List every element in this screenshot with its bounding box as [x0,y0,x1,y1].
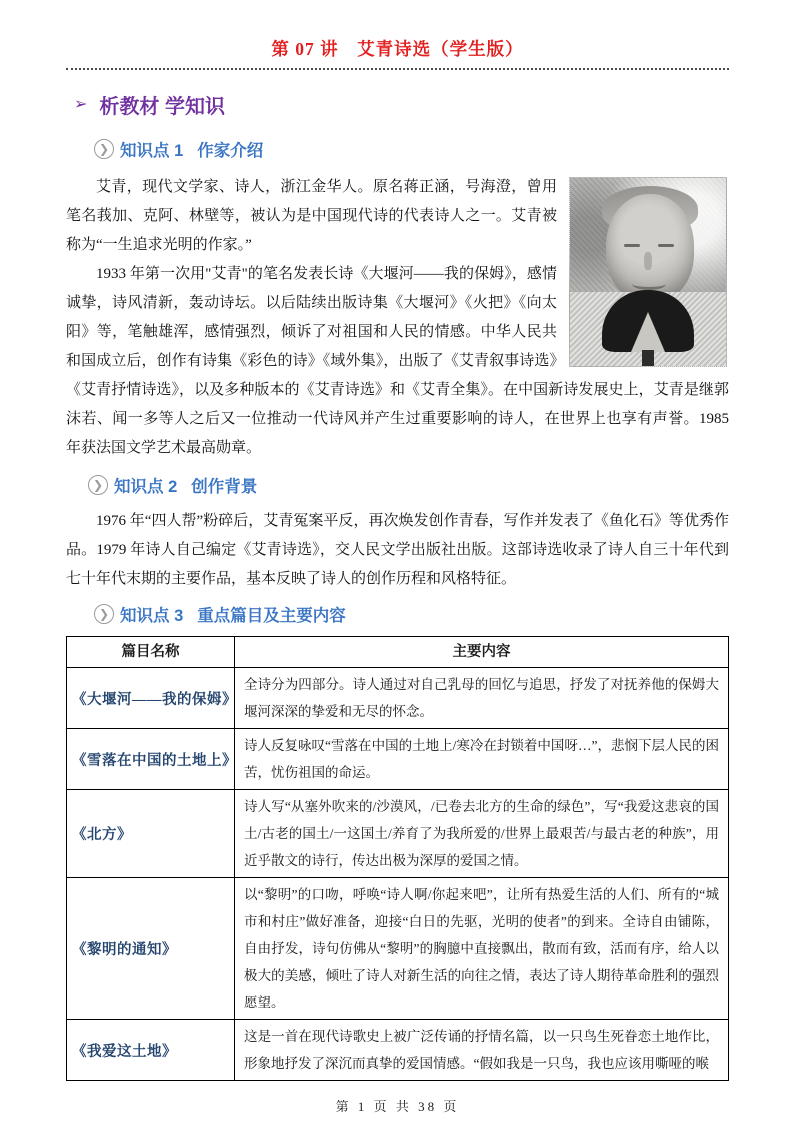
work-title: 《黎明的通知》 [67,878,235,1020]
knowledge-point-1-heading [94,137,729,161]
page-title: 第 07 讲 艾青诗选（学生版） [271,39,524,59]
portrait-mouth [632,278,666,290]
portrait-eye-right [658,244,674,247]
title-divider [66,68,729,70]
knowledge-point-2-title: 创作背景 [191,478,258,496]
section-heading [74,90,729,119]
works-summary-table [66,636,729,1081]
knowledge-point-3-title: 重点篇目及主要内容 [197,607,346,625]
work-summary: 以“黎明”的口吻，呼唤“诗人啊/你起来吧”，让所有热爱生活的人们、所有的“城市和村庄”做好准备，迎接“白日的先驱，光明的使者”的到来。全诗自由铺陈，自由抒发，诗句仿佛从“黎明”的胸臆中直接飘出，散而有致，活而有序，给人以极大的美感，倾吐了诗人对新生活的向往之情，表达了诗人期待革命胜利的强烈愿望。 [235,878,729,1020]
section-title: 析教材 学知识 [99,96,225,118]
knowledge-point-2-label: 知识点 2 [114,478,178,496]
author-intro-paragraph-1: 艾青，现代文学家、诗人，浙江金华人。原名蒋正涵，号海澄，曾用笔名莪加、克阿、林壁等，被认为是中国现代诗的代表诗人之一。艾青被称为“一生追求光明的作家。” [66,179,557,253]
table-row [67,729,729,790]
author-intro-paragraph-2: 1933 年第一次用"艾青"的笔名发表长诗《大堰河——我的保姆》，感情诚挚，诗风清新，轰动诗坛。以后陆续出版诗集《大堰河》《火把》《向太阳》等，笔触雄浑，感情强烈，倾诉了对祖国和人民的情感。中华人民共和国成立后，创作有诗集《彩色的诗》《域外集》，出版了《艾青叙事诗选》《艾青抒情诗选》，以及多种版本的《艾青诗选》和《艾青全集》。在中国新诗发展史上，艾青是继郭沫若、闻一多等人之后又一位推动一代诗风并产生过重要影响的诗人，在世界上也享有声誉。1985 年获法国文学艺术最高勋章。 [66,266,729,456]
portrait-eye-left [624,244,640,247]
table-row [67,878,729,1020]
play-circle-icon: ❯ [88,475,108,495]
column-header-content: 主要内容 [235,637,729,668]
play-circle-icon: ❯ [94,139,114,159]
aiqing-portrait-photo [569,177,727,367]
column-header-title: 篇目名称 [67,637,235,668]
knowledge-point-1-label: 知识点 1 [120,142,184,160]
work-summary: 诗人反复咏叹“雪落在中国的土地上/寒冷在封锁着中国呀…”，悲悯下层人民的困苦，忧伤祖国的命运。 [235,729,729,790]
author-intro-block [66,173,729,463]
knowledge-point-3-heading [94,602,729,626]
table-header-row [67,637,729,668]
background-paragraph: 1976 年“四人帮”粉碎后，艾青冤案平反，再次焕发创作青春，写作并发表了《鱼化石》等优秀作品。1979 年诗人自己编定《艾青诗选》，交人民文学出版社出版。这部诗选收录了诗人自三十年代到七十年代末期的主要作品，基本反映了诗人的创作历程和风格特征。 [66,513,729,587]
work-title: 《北方》 [67,790,235,878]
page-number-footer: 第 1 页 共 38 页 [335,1099,460,1114]
knowledge-point-2-heading [88,473,729,497]
table-row [67,1020,729,1081]
arrow-bullet-icon: ➢ [74,95,88,113]
work-title: 《大堰河——我的保姆》 [67,668,235,729]
work-title: 《我爱这土地》 [67,1020,235,1081]
play-circle-icon: ❯ [94,604,114,624]
knowledge-point-3-label: 知识点 3 [120,607,184,625]
portrait-placket [642,350,654,366]
work-title: 《雪落在中国的土地上》 [67,729,235,790]
table-row [67,790,729,878]
knowledge-point-1-title: 作家介绍 [197,142,264,160]
work-summary: 这是一首在现代诗歌史上被广泛传诵的抒情名篇，以一只鸟生死眷恋土地作比，形象地抒发了深沉而真挚的爱国情感。“假如我是一只鸟，我也应该用嘶哑的喉 [235,1020,729,1081]
table-row [67,668,729,729]
portrait-nose [644,252,652,270]
work-summary: 诗人写“从塞外吹来的/沙漠风，/已卷去北方的生命的绿色”，写“我爱这悲哀的国土/古老的国土/一这国土/养育了为我所爱的/世界上最艰苦/与最古老的种族”，用近乎散文的诗行，传达出极为深厚的爱国之情。 [235,790,729,878]
work-summary: 全诗分为四部分。诗人通过对自己乳母的回忆与追思，抒发了对抚养他的保姆大堰河深深的挚爱和无尽的怀念。 [235,668,729,729]
